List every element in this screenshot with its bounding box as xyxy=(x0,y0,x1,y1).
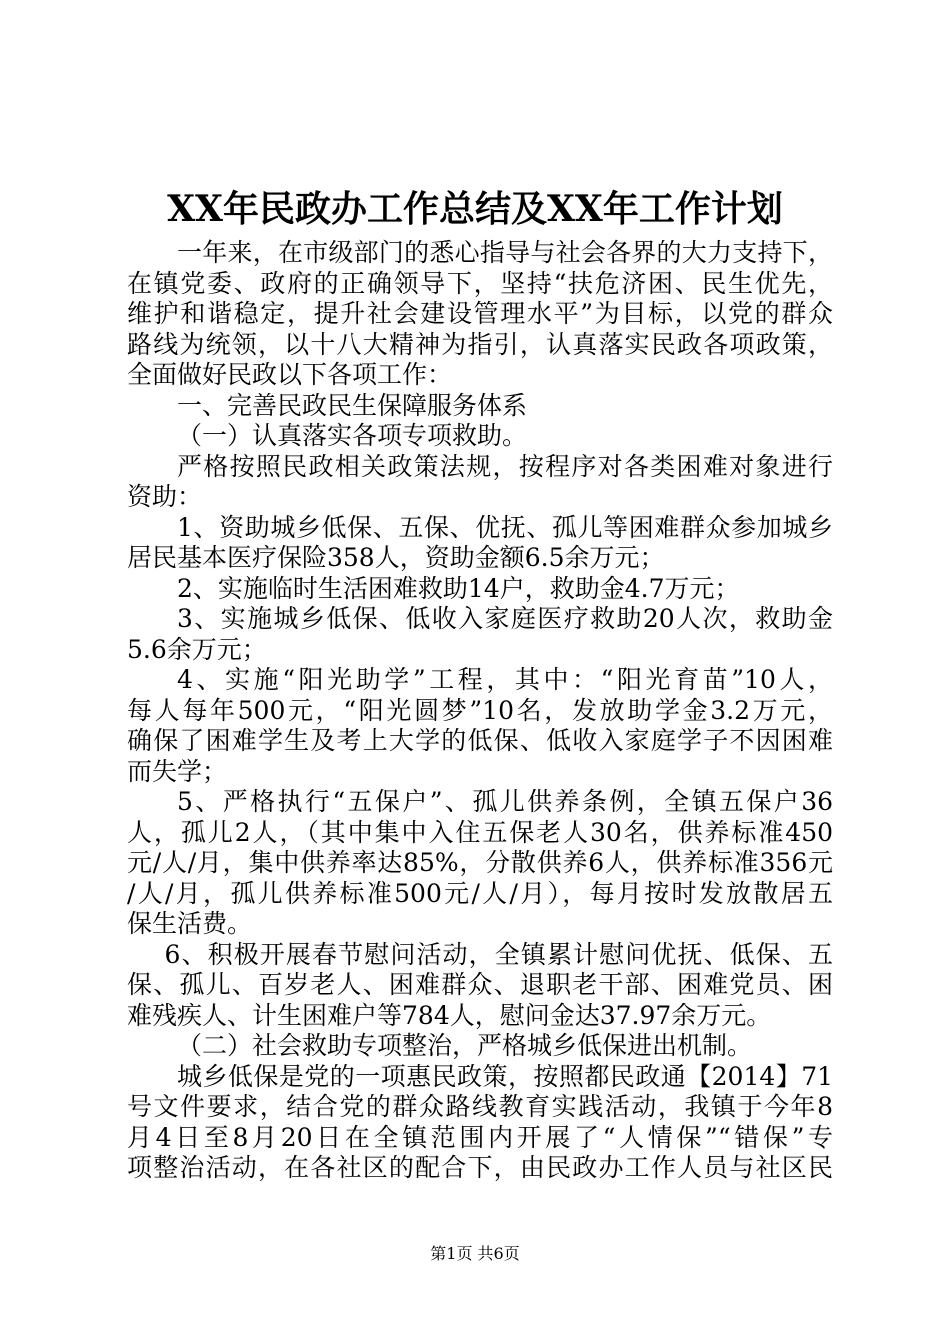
paragraph xyxy=(127,1062,833,1184)
paragraph xyxy=(127,513,833,574)
text-line: 1、资助城乡低保、五保、优抚、孤儿等困难群众参加城乡 xyxy=(177,512,833,542)
text-line: （一）认真落实各项专项救助。 xyxy=(177,421,528,450)
text-line: 一、完善民政民生保障服务体系 xyxy=(177,390,528,420)
text-line: 全面做好民政以下各项工作： xyxy=(127,360,453,389)
text-line: 5.6余万元； xyxy=(127,634,267,664)
document-title: XX年民政办工作总结及XX年工作计划 xyxy=(167,188,783,230)
paragraph xyxy=(127,391,833,422)
paragraph xyxy=(127,940,833,1032)
text-line: 资助： xyxy=(127,482,203,511)
paragraph xyxy=(127,238,833,391)
text-line: 难残疾人、计生困难户等784人，慰问金达37.97余万元。 xyxy=(127,1000,772,1030)
text-line: 每人每年500元，“阳光圆梦”10名，发放助学金3.2万元， xyxy=(127,695,833,725)
text-line: 人，孤儿2人，（其中集中入住五保老人30名，供养标准450 xyxy=(127,817,833,847)
page-number-footer: 第1页 共6页 xyxy=(430,1244,520,1263)
text-line: 城乡低保是党的一项惠民政策，按照都民政通【2014】71 xyxy=(177,1061,833,1091)
text-line: /人/月，孤儿供养标准500元/人/月），每月按时发放散居五 xyxy=(127,878,833,908)
document-body xyxy=(127,238,833,1184)
text-line: 路线为统领，以十八大精神为指引，认真落实民政各项政策， xyxy=(127,329,833,359)
text-line: 3、实施城乡低保、低收入家庭医疗救助20人次，救助金 xyxy=(177,604,833,633)
text-line: 项整治活动，在各社区的配合下，由民政办工作人员与社区民 xyxy=(127,1153,833,1182)
paragraph xyxy=(127,452,833,513)
text-line: 4、实施“阳光助学”工程，其中：“阳光育苗”10人， xyxy=(177,665,833,694)
text-line: 元/人/月，集中供养率达85%，分散供养6人，供养标准356元 xyxy=(127,848,833,877)
text-line: 6、积极开展春节慰问活动，全镇累计慰问优抚、低保、五 xyxy=(164,939,833,969)
paragraph xyxy=(127,604,833,665)
text-line: 号文件要求，结合党的群众路线教育实践活动，我镇于今年8 xyxy=(127,1092,833,1121)
text-line: 居民基本医疗保险358人，资助金额6.5余万元； xyxy=(127,543,665,572)
text-line: 一年来，在市级部门的悉心指导与社会各界的大力支持下， xyxy=(177,238,833,267)
text-line: 月4日至8月20日在全镇范围内开展了“人情保”“错保”专 xyxy=(127,1122,833,1152)
text-line: 严格按照民政相关政策法规，按程序对各类困难对象进行 xyxy=(177,451,833,481)
text-line: 而失学； xyxy=(127,756,228,786)
text-line: （二）社会救助专项整治，严格城乡低保进出机制。 xyxy=(177,1031,753,1060)
text-line: 维护和谐稳定，提升社会建设管理水平”为目标，以党的群众 xyxy=(127,299,833,328)
text-line: 2、实施临时生活困难救助14户，救助金4.7万元； xyxy=(177,573,740,603)
text-line: 5、严格执行“五保户”、孤儿供养条例，全镇五保户36 xyxy=(177,787,833,816)
text-line: 保、孤儿、百岁老人、困难群众、退职老干部、困难党员、困 xyxy=(127,970,833,999)
paragraph xyxy=(127,1031,833,1062)
text-line: 确保了困难学生及考上大学的低保、低收入家庭学子不因困难 xyxy=(127,726,833,755)
paragraph xyxy=(127,787,833,940)
text-line: 在镇党委、政府的正确领导下，坚持“扶危济困、民生优先， xyxy=(127,268,833,298)
paragraph xyxy=(127,665,833,787)
text-line: 保生活费。 xyxy=(127,909,253,938)
paragraph xyxy=(127,574,833,605)
paragraph xyxy=(127,421,833,452)
